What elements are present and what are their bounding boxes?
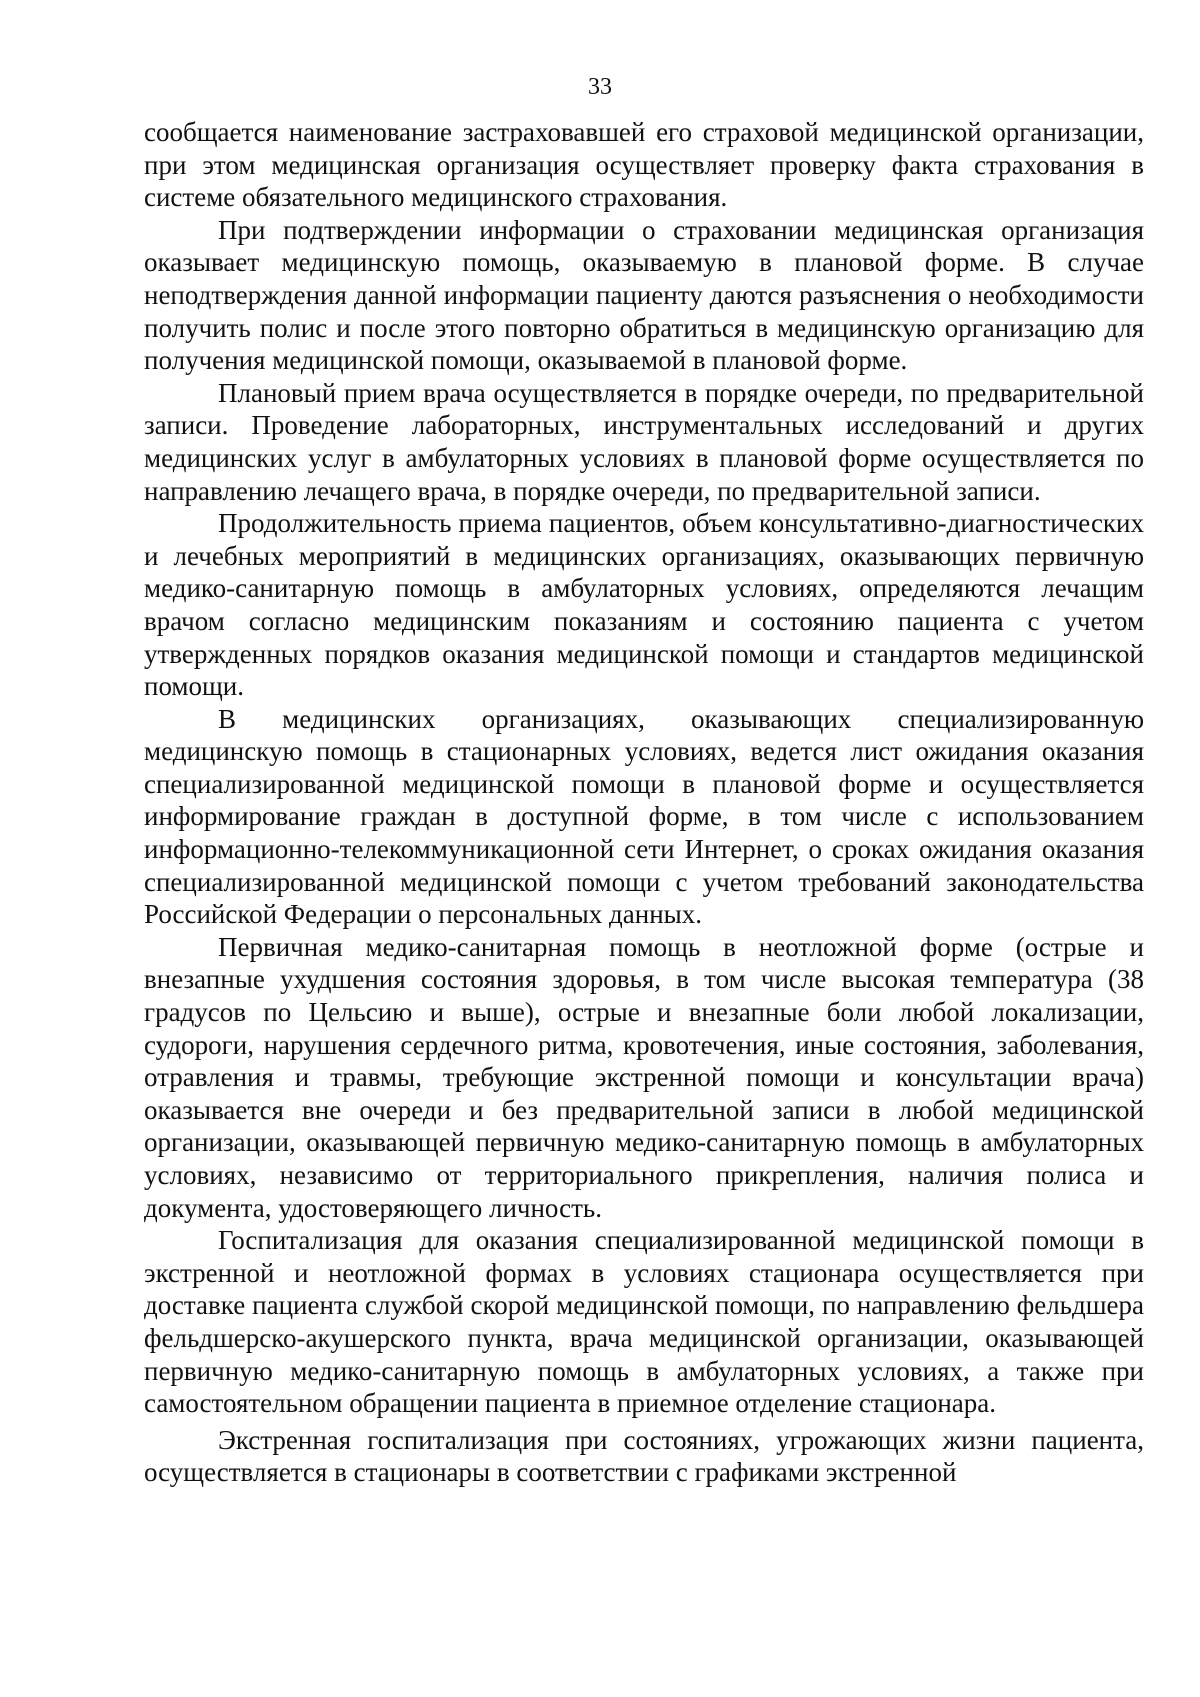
paragraph-hospitalization: Госпитализация для оказания специализированной медицинской помощи в экстренной и неотложной формах в условиях стационара осуществляется при доставке пациента службой скорой медицинской помощи, по направлению фельдшера фельдшерско-акушерского пункта, врача медицинской организации, оказывающей первичную медико-санитарную помощь в амбулаторных условиях, а также при самостоятельном обращении пациента в приемное отделение стационара. — [144, 1225, 1144, 1419]
document-body — [144, 116, 1144, 1489]
page-number: 33 — [588, 74, 612, 100]
paragraph-insurance-notice: сообщается наименование застраховавшей его страховой медицинской организации, при этом медицинская организация осуществляет проверку факта страхования в системе обязательного медицинского страхования. — [144, 117, 1144, 213]
paragraph-urgent-care: Первичная медико-санитарная помощь в неотложной форме (острые и внезапные ухудшения состояния здоровья, в том числе высокая температура (38 градусов по Цельсию и выше), острые и внезапные боли любой локализации, судороги, нарушения сердечного ритма, кровотечения, иные состояния, заболевания, отравления и травмы, требующие экстренной помощи и консультации врача) оказывается вне очереди и без предварительной записи в любой медицинской организации, оказывающей первичную медико-санитарную помощь в амбулаторных условиях, независимо от территориального прикрепления, наличия полиса и документа, удостоверяющего личность. — [144, 931, 1144, 1223]
paragraph-waiting-list: В медицинских организациях, оказывающих специализированную медицинскую помощь в стационарных условиях, ведется лист ожидания оказания специализированной медицинской помощи в плановой форме и осуществляется информирование граждан в доступной форме, в том числе с использованием информационно-телекоммуникационной сети Интернет, о сроках ожидания оказания специализированной медицинской помощи с учетом требований законодательства Российской Федерации о персональных данных. — [144, 703, 1144, 930]
paragraph-emergency-hospitalization: Экстренная госпитализация при состояниях, угрожающих жизни пациента, осуществляется в стационары в соответствии с графиками экстренной — [144, 1424, 1144, 1488]
paragraph-insurance-confirmation: При подтверждении информации о страховании медицинская организация оказывает медицинскую помощь, оказываемую в плановой форме. В случае неподтверждения данной информации пациенту даются разъяснения о необходимости получить полис и после этого повторно обратиться в медицинскую организацию для получения медицинской помощи, оказываемой в плановой форме. — [144, 214, 1144, 376]
paragraph-appointment-duration: Продолжительность приема пациентов, объем консультативно-диагностических и лечебных мероприятий в медицинских организациях, оказывающих первичную медико-санитарную помощь в амбулаторных условиях, определяются лечащим врачом согласно медицинским показаниям и состоянию пациента с учетом утвержденных порядков оказания медицинской помощи и стандартов медицинской помощи. — [144, 508, 1144, 702]
paragraph-planned-appointment: Плановый прием врача осуществляется в порядке очереди, по предварительной записи. Проведение лабораторных, инструментальных исследований и других медицинских услуг в амбулаторных условиях в плановой форме осуществляется по направлению лечащего врача, в порядке очереди, по предварительной записи. — [144, 377, 1144, 506]
